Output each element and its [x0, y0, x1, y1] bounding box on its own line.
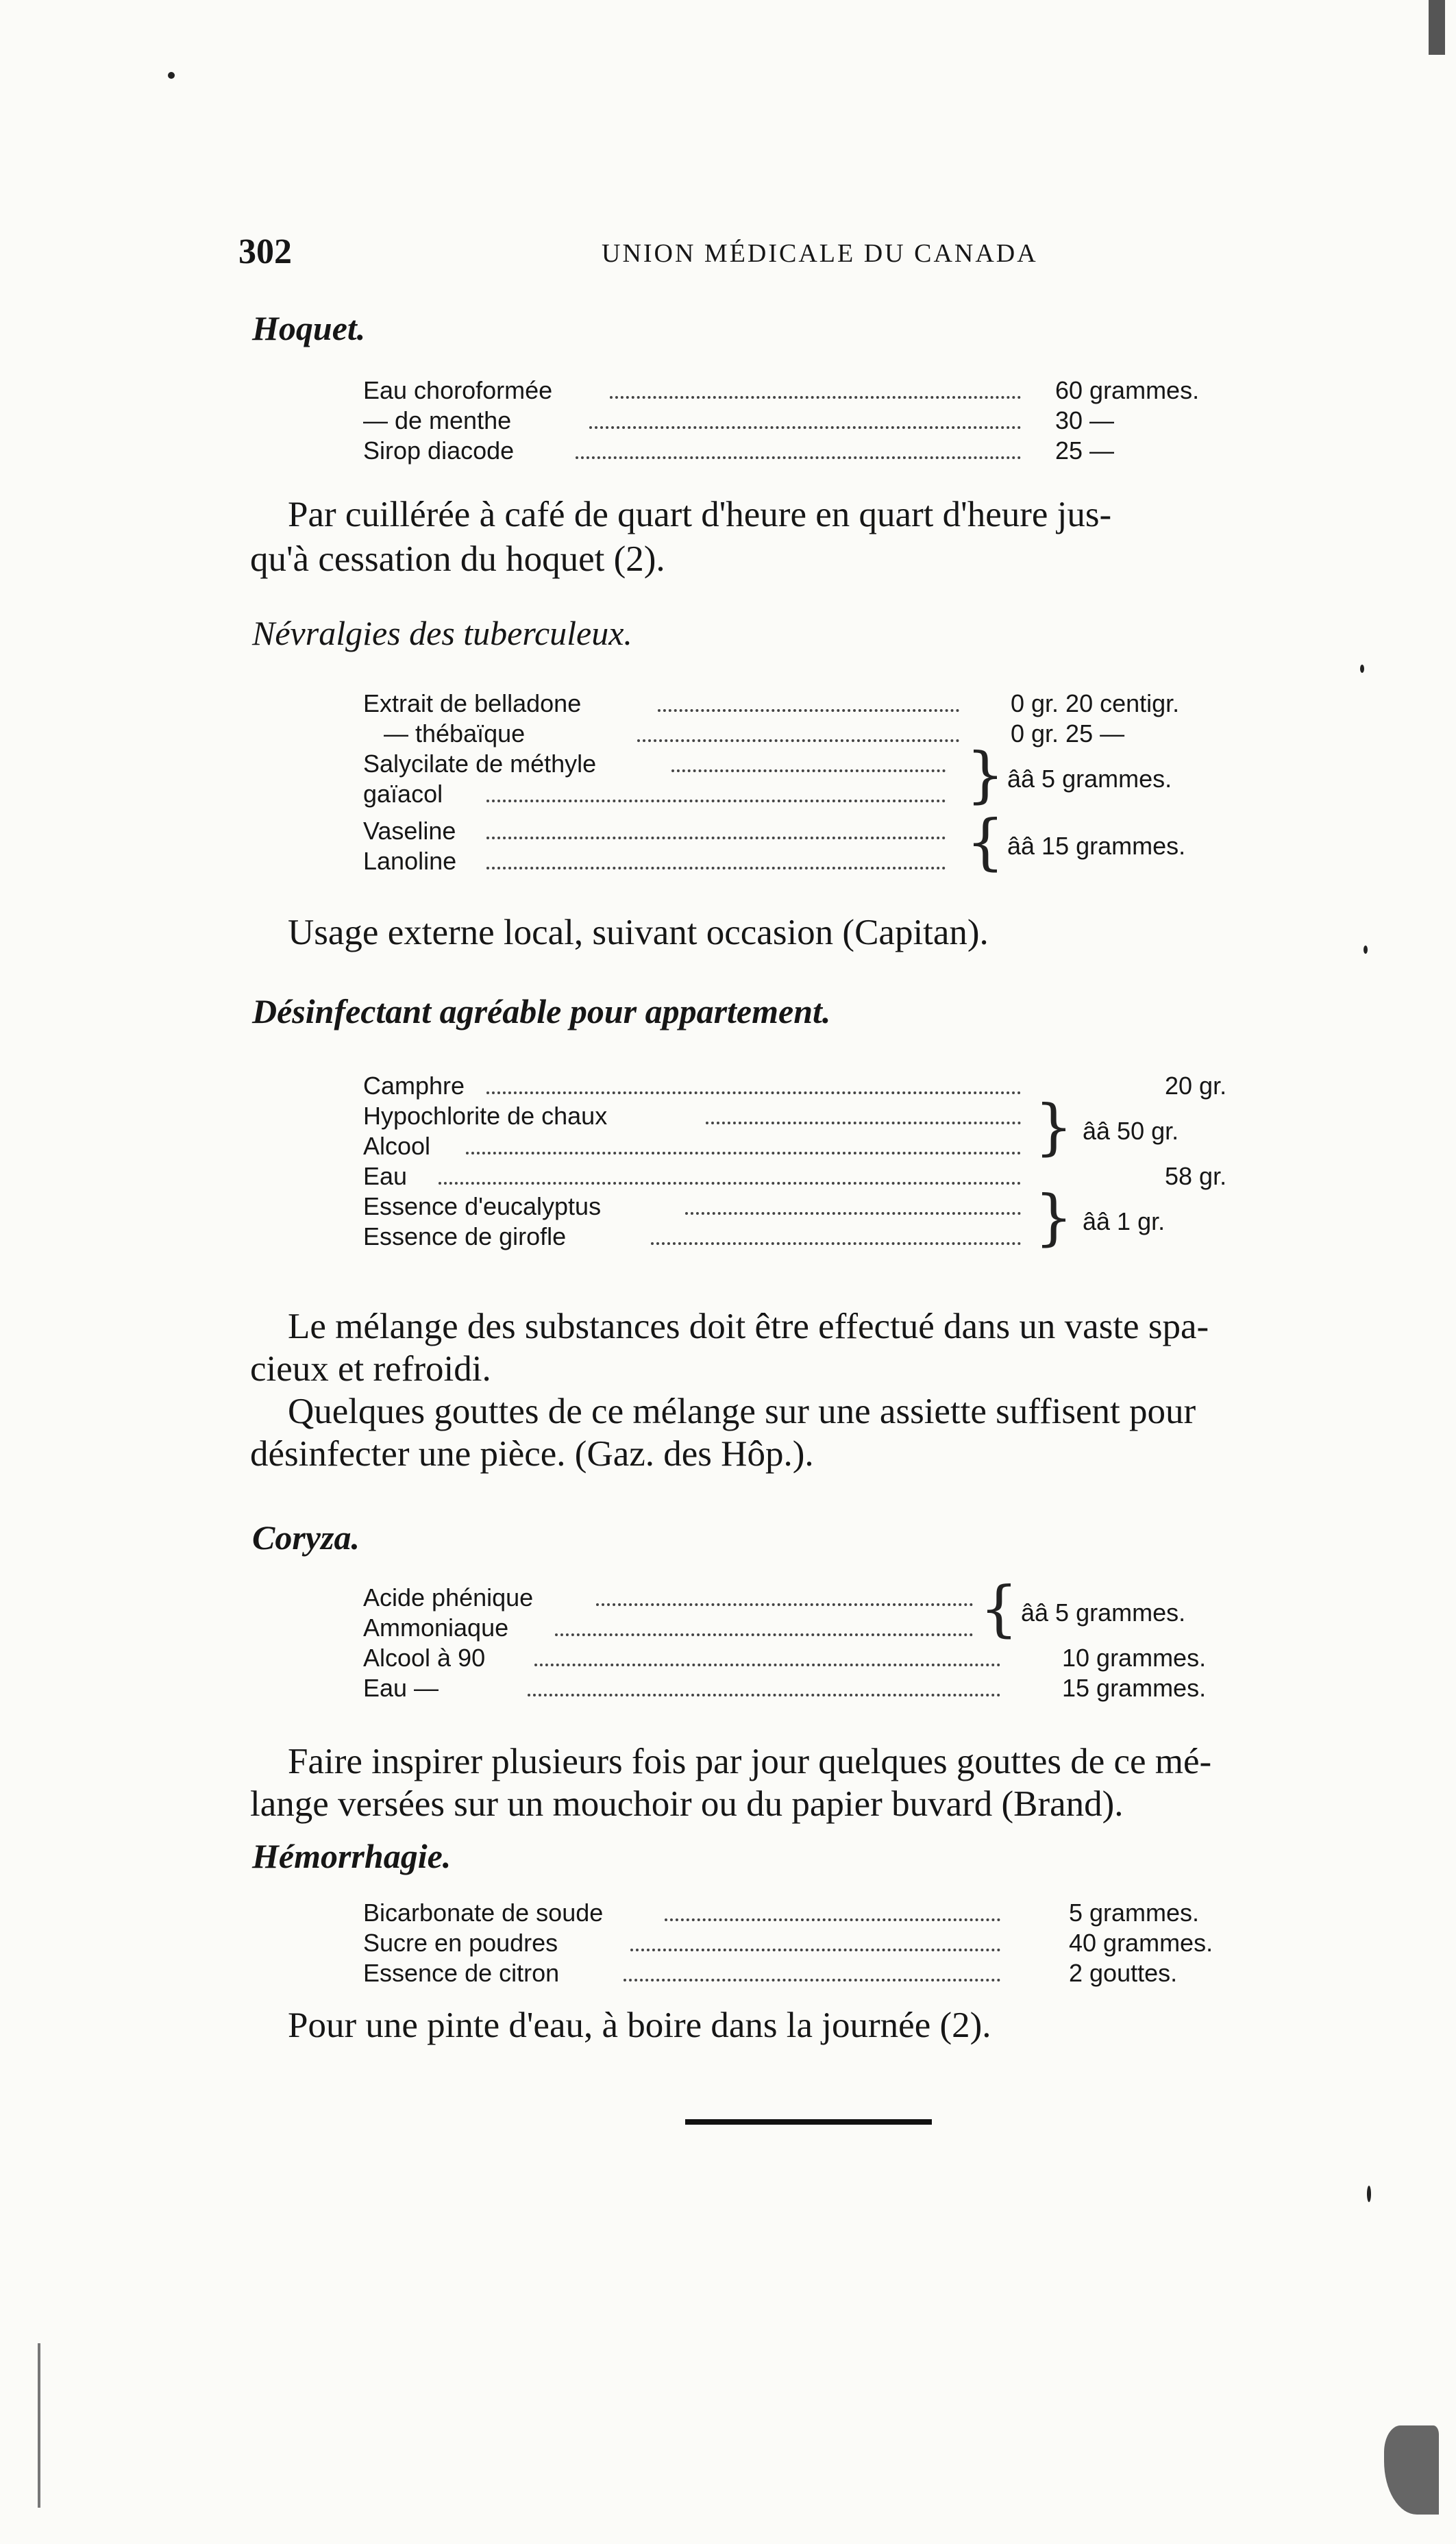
leader-dots [637, 739, 959, 742]
brace-icon: } [966, 739, 1004, 810]
leader-dots [706, 1122, 1021, 1124]
section-title-hoquet: Hoquet. [252, 309, 366, 347]
group-quantity: ââ 5 grammes. [1007, 765, 1172, 793]
quantity: 25 — [1055, 436, 1115, 465]
leader-dots [658, 709, 959, 712]
recipe-hoquet [363, 375, 1254, 471]
recipe-coryza [363, 1573, 1268, 1706]
recipe-row [363, 436, 1254, 466]
leader-dots [624, 1979, 1000, 1981]
recipe-row [363, 1928, 1268, 1958]
quantity: 40 grammes. [1069, 1929, 1213, 1957]
brace-icon: { [980, 1573, 1018, 1644]
leader-dots [486, 1091, 1021, 1094]
quantity: 20 gr. [1165, 1072, 1227, 1100]
ingredient: Eau — [363, 1674, 439, 1702]
recipe-row [363, 1958, 1268, 1988]
recipe-hemorrhagie [363, 1898, 1268, 1994]
recipe-row [363, 719, 1268, 749]
ingredient: Sucre en poudres [363, 1929, 558, 1957]
leader-dots [528, 1694, 1000, 1696]
ingredient: Alcool à 90 [363, 1644, 486, 1672]
leader-dots [589, 426, 1021, 429]
scan-edge-line [38, 2343, 40, 2508]
quantity: 0 gr. 25 — [1011, 719, 1125, 748]
ingredient: Camphre [363, 1072, 465, 1100]
recipe-row [363, 1161, 1268, 1191]
paragraph-line: désinfecter une pièce. (Gaz. des Hôp.). [250, 1434, 814, 1474]
quantity: 10 grammes. [1062, 1644, 1207, 1672]
quantity: 60 grammes. [1055, 376, 1200, 404]
recipe-row [363, 1898, 1268, 1928]
leader-dots [671, 769, 946, 772]
ingredient: Vaseline [363, 817, 456, 845]
ingredient: — thébaïque [384, 719, 526, 748]
paragraph-line: Usage externe local, suivant occasion (Capitan). [288, 913, 989, 952]
quantity: 15 grammes. [1062, 1674, 1207, 1702]
leader-dots [534, 1664, 1000, 1666]
recipe-desinfectant [363, 1071, 1268, 1263]
ingredient: gaïacol [363, 780, 443, 808]
scan-speck [1367, 2186, 1371, 2202]
ingredient: Sirop diacode [363, 436, 515, 465]
group-quantity: ââ 15 grammes. [1007, 832, 1186, 860]
ingredient: Lanoline [363, 847, 457, 875]
ingredient: Bicarbonate de soude [363, 1899, 604, 1927]
scan-speck [1364, 946, 1368, 954]
ingredient: Alcool [363, 1132, 431, 1160]
ingredient: Acide phénique [363, 1583, 534, 1611]
ingredient: Ammoniaque [363, 1614, 509, 1642]
leader-dots [630, 1949, 1000, 1951]
leader-dots [665, 1918, 1000, 1921]
group-quantity: ââ 50 gr. [1083, 1117, 1179, 1145]
recipe-row [363, 1673, 1268, 1703]
leader-dots [576, 456, 1021, 459]
paragraph-line: Par cuillérée à café de quart d'heure en quart d'heure jus- [288, 495, 1112, 534]
ingredient: Salycilate de méthyle [363, 750, 597, 778]
quantity: 58 gr. [1165, 1162, 1227, 1190]
leader-dots [651, 1242, 1021, 1245]
ingredient: Eau [363, 1162, 408, 1190]
paragraph-line: lange versées sur un mouchoir ou du papier buvard (Brand). [250, 1784, 1124, 1824]
ingredient: Essence d'eucalyptus [363, 1192, 602, 1220]
end-rule [685, 2119, 932, 2125]
ingredient: — de menthe [363, 406, 512, 434]
leader-dots [466, 1152, 1021, 1154]
paragraph-line: qu'à cessation du hoquet (2). [250, 539, 665, 579]
leader-dots [610, 396, 1021, 399]
section-title-coryza: Coryza. [252, 1518, 360, 1557]
ingredient: Extrait de belladone [363, 689, 582, 717]
leader-dots [596, 1603, 973, 1606]
ingredient: Essence de citron [363, 1959, 560, 1987]
leader-dots [439, 1182, 1021, 1185]
brace-icon: { [966, 806, 1004, 877]
leader-dots [486, 837, 946, 839]
scan-edge-mark [1429, 0, 1445, 55]
paragraph-line: Quelques gouttes de ce mélange sur une assiette suffisent pour [288, 1392, 1196, 1431]
ingredient: Essence de girofle [363, 1222, 567, 1250]
recipe-nevralgies [363, 689, 1268, 880]
page-header [238, 232, 1246, 280]
group-quantity: ââ 1 gr. [1083, 1207, 1165, 1235]
scan-speck [168, 72, 175, 79]
recipe-row [363, 1071, 1268, 1101]
quantity: 30 — [1055, 406, 1115, 434]
page-number: 302 [238, 232, 292, 271]
quantity: 2 gouttes. [1069, 1959, 1178, 1987]
paragraph-line: Le mélange des substances doit être effectué dans un vaste spa- [288, 1307, 1209, 1346]
ingredient: Hypochlorite de chaux [363, 1102, 608, 1130]
brace-icon: } [1035, 1091, 1073, 1162]
section-title-hemorrhagie: Hémorrhagie. [252, 1837, 452, 1875]
scan-corner-mark [1384, 2425, 1439, 2515]
leader-dots [486, 800, 946, 802]
quantity: 5 grammes. [1069, 1899, 1200, 1927]
quantity: 0 gr. 20 centigr. [1011, 689, 1180, 717]
recipe-row [363, 689, 1268, 719]
paragraph-line: cieux et refroidi. [250, 1349, 491, 1389]
leader-dots [555, 1633, 973, 1636]
section-title-desinfectant: Désinfectant agréable pour appartement. [252, 992, 831, 1030]
recipe-row [363, 1643, 1268, 1673]
leader-dots [685, 1212, 1021, 1215]
leader-dots [486, 867, 946, 869]
running-head: UNION MÉDICALE DU CANADA [602, 239, 1038, 268]
recipe-row [363, 406, 1254, 436]
group-quantity: ââ 5 grammes. [1021, 1598, 1186, 1627]
brace-icon: } [1035, 1182, 1073, 1252]
recipe-row [363, 375, 1254, 406]
paragraph-line: Faire inspirer plusieurs fois par jour quelques gouttes de ce mé- [288, 1742, 1212, 1781]
scan-speck [1360, 665, 1364, 673]
section-title-nevralgies: Névralgies des tuberculeux. [252, 614, 632, 652]
ingredient: Eau choroformée [363, 376, 553, 404]
paragraph-line: Pour une pinte d'eau, à boire dans la journée (2). [288, 2005, 991, 2045]
